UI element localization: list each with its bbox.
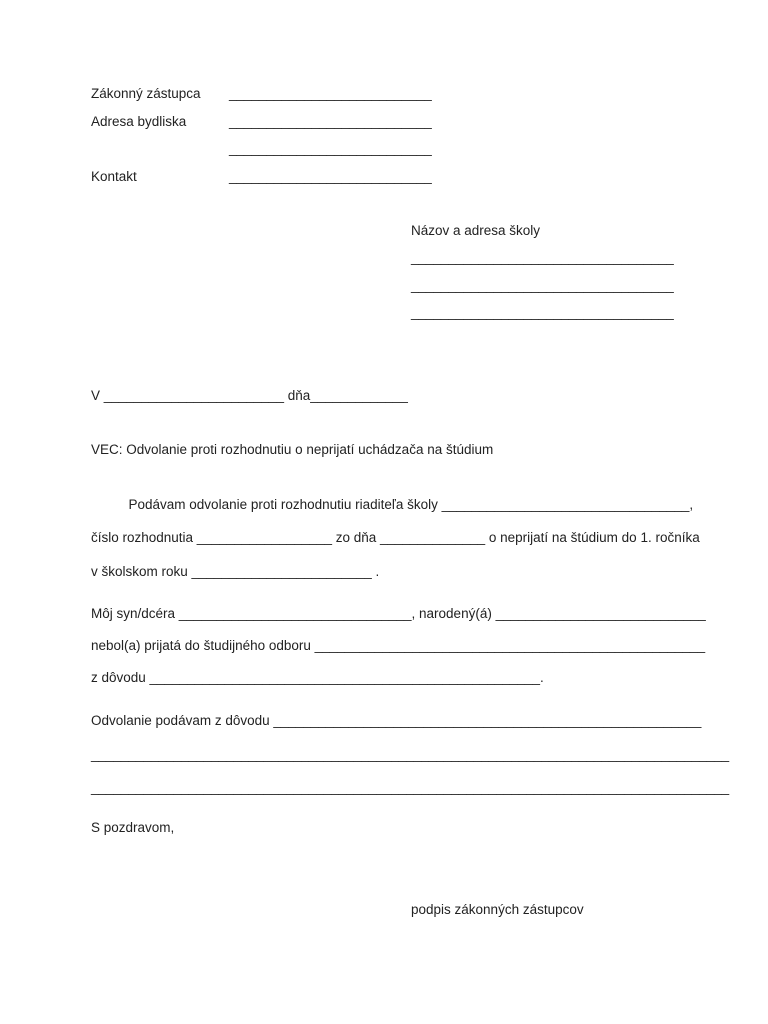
legal-representative-label: Zákonný zástupca: [91, 86, 201, 101]
paragraph-3-line-3[interactable]: _____________________________________________________________________________________: [91, 780, 730, 795]
paragraph-2-line-1[interactable]: Môj syn/dcéra _______________________________, narodený(á) ____________________________: [91, 606, 706, 621]
subject-line: VEC: Odvolanie proti rozhodnutiu o neprijatí uchádzača na štúdium: [91, 442, 494, 457]
contact-field[interactable]: ___________________________: [229, 169, 432, 184]
school-heading: Názov a adresa školy: [411, 223, 541, 238]
paragraph-3-line-2[interactable]: _____________________________________________________________________________________: [91, 747, 730, 762]
paragraph-1-line-2[interactable]: číslo rozhodnutia __________________ zo dňa ______________ o neprijatí na štúdium do 1. ročníka: [91, 530, 700, 545]
address-field-line-2[interactable]: ___________________________: [229, 141, 432, 156]
contact-label: Kontakt: [91, 169, 137, 184]
school-field-line-3[interactable]: ___________________________________: [411, 305, 674, 320]
place-date-line[interactable]: V ________________________ dňa_____________: [91, 388, 408, 403]
paragraph-2-line-2[interactable]: nebol(a) prijatá do študijného odboru ____________________________________________________: [91, 638, 706, 653]
paragraph-1-line-1[interactable]: Podávam odvolanie proti rozhodnutiu riaditeľa školy _________________________________,: [91, 497, 694, 512]
closing-text: S pozdravom,: [91, 820, 175, 835]
school-field-line-1[interactable]: ___________________________________: [411, 250, 674, 265]
address-label: Adresa bydliska: [91, 114, 187, 129]
paragraph-2-line-3[interactable]: z dôvodu ____________________________________________________.: [91, 670, 544, 685]
paragraph-3-line-1[interactable]: Odvolanie podávam z dôvodu _________________________________________________________: [91, 713, 702, 728]
address-field-line-1[interactable]: ___________________________: [229, 114, 432, 129]
school-field-line-2[interactable]: ___________________________________: [411, 278, 674, 293]
legal-representative-field[interactable]: ___________________________: [229, 86, 432, 101]
paragraph-1-line-3[interactable]: v školskom roku ________________________ .: [91, 564, 380, 579]
signature-label: podpis zákonných zástupcov: [411, 902, 584, 917]
